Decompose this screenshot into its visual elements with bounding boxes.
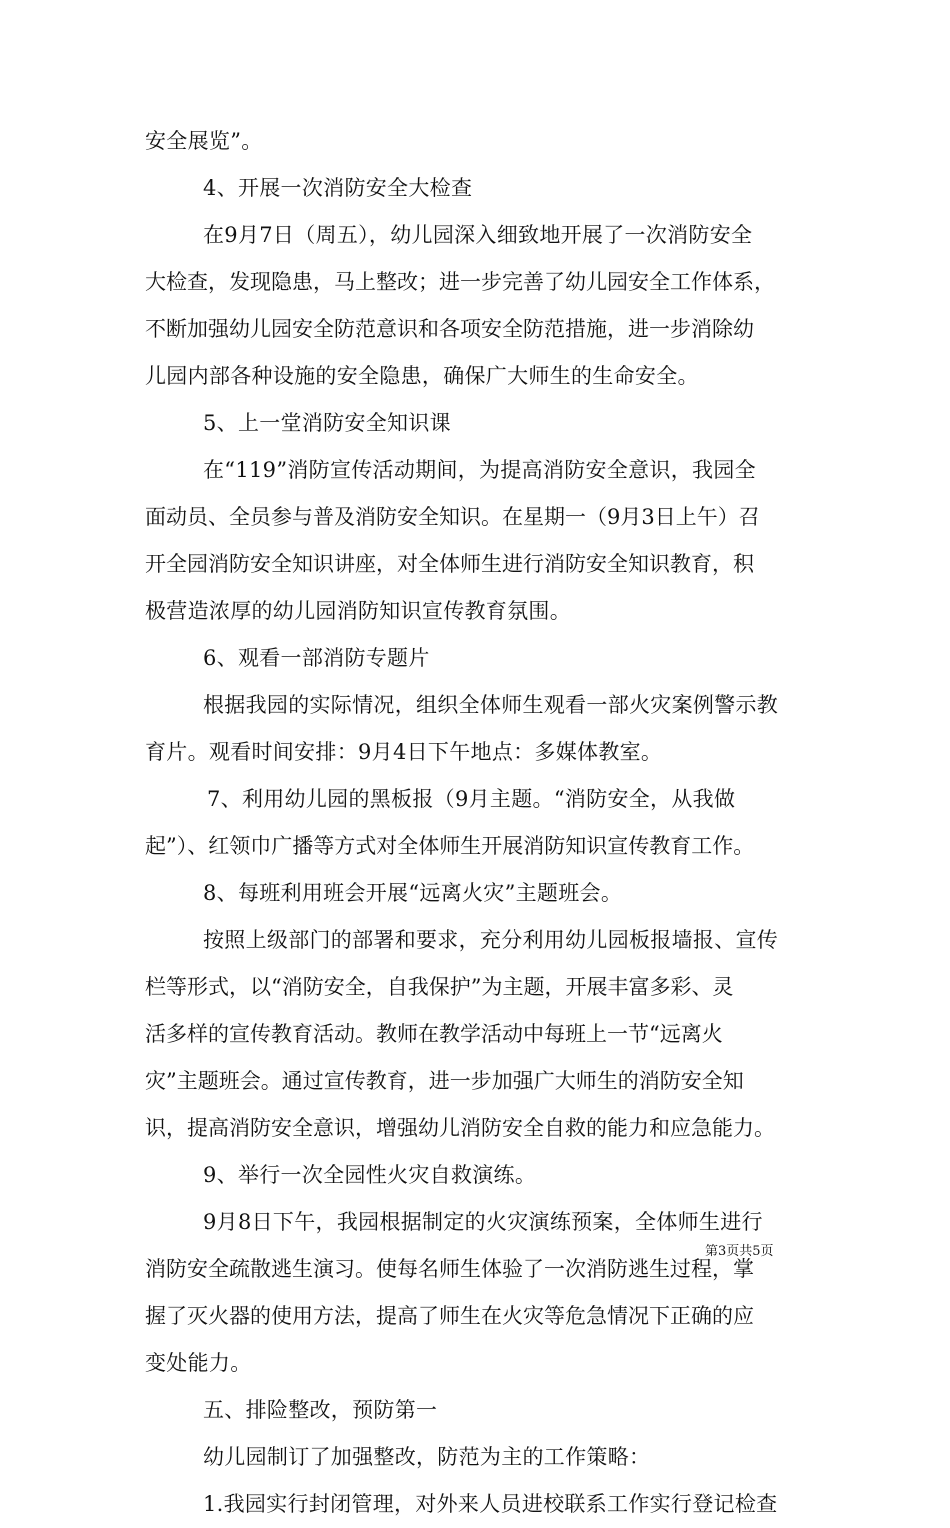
text-line: 按照上级部门的部署和要求，充分利用幼儿园板报墙报、宣传 bbox=[203, 928, 779, 952]
text-line: 4、开展一次消防安全大检查 bbox=[203, 176, 473, 200]
text-line: 6、观看一部消防专题片 bbox=[203, 646, 430, 670]
text-line: 在9月7日（周五），幼儿园深入细致地开展了一次消防安全 bbox=[203, 223, 753, 247]
text-line: 根据我园的实际情况，组织全体师生观看一部火灾案例警示教 bbox=[203, 693, 779, 717]
text-line: 五、排险整改，预防第一 bbox=[203, 1398, 438, 1422]
text-line: 7、利用幼儿园的黑板报（9月主题。“消防安全，从我做 bbox=[207, 787, 736, 811]
text-line: 握了灭火器的使用方法，提高了师生在火灾等危急情况下正确的应 bbox=[145, 1304, 754, 1328]
text-line: 育片。观看时间安排：9月4日下午地点：多媒体教室。 bbox=[145, 740, 663, 764]
text-line: 大检查，发现隐患，马上整改；进一步完善了幼儿园安全工作体系， bbox=[145, 270, 775, 294]
text-line: 面动员、全员参与普及消防安全知识。在星期一（9月3日上午）召 bbox=[145, 505, 760, 529]
text-line: 安全展览”。 bbox=[145, 129, 263, 153]
document-body bbox=[145, 118, 815, 1528]
text-line: 灾”主题班会。通过宣传教育，进一步加强广大师生的消防安全知 bbox=[145, 1069, 744, 1093]
text-line: 儿园内部各种设施的安全隐患，确保广大师生的生命安全。 bbox=[145, 364, 699, 388]
text-line: 活多样的宣传教育活动。教师在教学活动中每班上一节“远离火 bbox=[145, 1022, 723, 1046]
text-line: 开全园消防安全知识讲座，对全体师生进行消防安全知识教育，积 bbox=[145, 552, 754, 576]
text-line: 变处能力。 bbox=[145, 1351, 252, 1375]
text-line: 识，提高消防安全意识，增强幼儿消防安全自救的能力和应急能力。 bbox=[145, 1116, 775, 1140]
text-line: 栏等形式，以“消防安全，自我保护”为主题，开展丰富多彩、灵 bbox=[145, 975, 734, 999]
text-line: 5、上一堂消防安全知识课 bbox=[203, 411, 451, 435]
text-line: 9月8日下午，我园根据制定的火灾演练预案，全体师生进行 bbox=[203, 1210, 763, 1234]
text-line: 不断加强幼儿园安全防范意识和各项安全防范措施，进一步消除幼 bbox=[145, 317, 754, 341]
text-line: 消防安全疏散逃生演习。使每名师生体验了一次消防逃生过程，掌 bbox=[145, 1257, 754, 1281]
text-line: 极营造浓厚的幼儿园消防知识宣传教育氛围。 bbox=[145, 599, 571, 623]
text-line: 在“119”消防宣传活动期间，为提高消防安全意识，我园全 bbox=[203, 458, 756, 482]
text-line: 幼儿园制订了加强整改，防范为主的工作策略： bbox=[203, 1445, 651, 1469]
text-line: 起”）、红领巾广播等方式对全体师生开展消防知识宣传教育工作。 bbox=[145, 834, 755, 858]
text-line: 1.我园实行封闭管理，对外来人员进校联系工作实行登记检查 bbox=[203, 1492, 778, 1516]
page-number: 第3页共5页 bbox=[705, 1244, 774, 1259]
text-line: 9、举行一次全园性火灾自救演练。 bbox=[203, 1163, 537, 1187]
text-line: 8、每班利用班会开展“远离火灾”主题班会。 bbox=[203, 881, 623, 905]
